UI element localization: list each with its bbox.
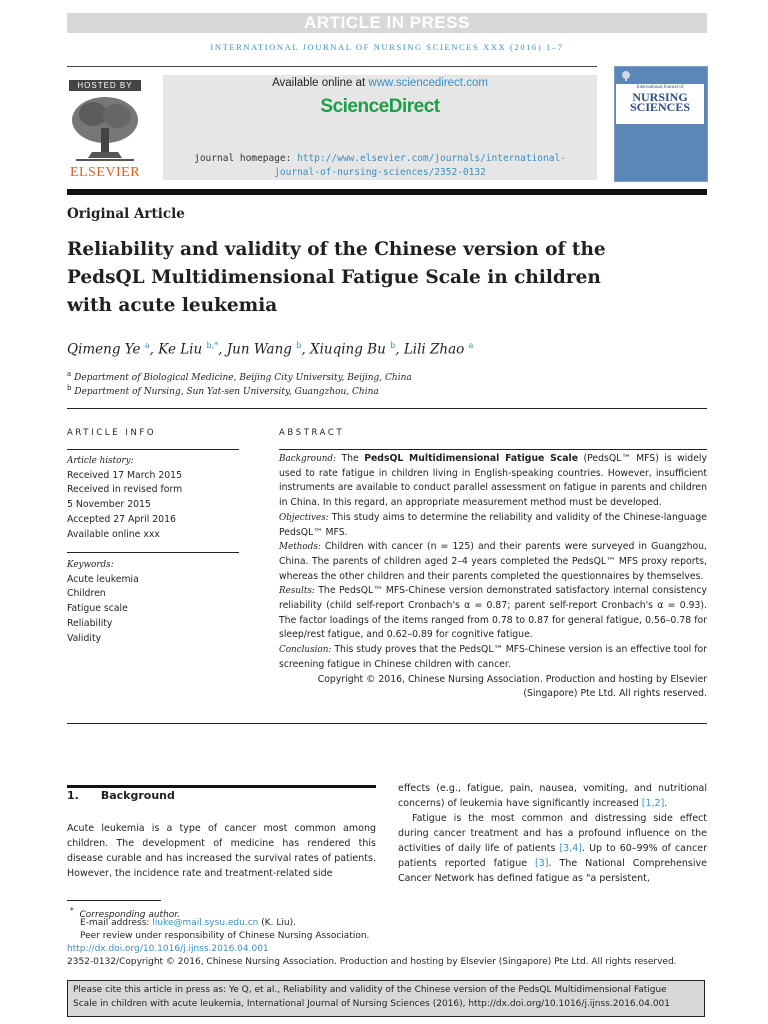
article-info-heading: ARTICLE INFO: [67, 428, 157, 438]
affiliation-mark: b: [67, 384, 72, 392]
history-item: Received 17 March 2015: [67, 469, 182, 481]
affiliation-a: [67, 370, 412, 383]
available-prefix: Available online at: [272, 77, 369, 89]
keywords-divider: [67, 552, 239, 553]
cover-line-2: SCIENCES: [629, 100, 691, 114]
citation-line: Please cite this article in press as: Ye Q, et al., Reliability and validity of the Chinese version of the PedsQL Multidimensional Fatigue: [73, 985, 667, 995]
keyword: Acute leukemia: [67, 573, 139, 585]
email-label: E-mail address:: [80, 918, 153, 928]
citation-link[interactable]: [1,2]: [641, 798, 665, 809]
author: Xiuqing Bu: [309, 341, 386, 358]
copyright-line: Copyright © 2016, Chinese Nursing Association. Production and hosting by Elsevier: [317, 673, 707, 685]
cover-elsevier-icon: [620, 70, 632, 82]
cover-line-1: NURSING: [632, 90, 688, 104]
elsevier-wordmark: ELSEVIER: [69, 165, 141, 180]
abstract-conclusion: [279, 643, 707, 672]
author-list: [67, 341, 473, 358]
email-note: [80, 917, 296, 930]
corresponding-author-label: Corresponding author.: [79, 910, 181, 920]
divider-above-info: [67, 408, 707, 409]
footnote-rule: [67, 900, 161, 901]
body-text: Fatigue is the most common and distressing side effect during cancer treatment and has a profound influence on the activities of daily life of patients: [398, 813, 707, 854]
issn-copyright: 2352-0132/Copyright © 2016, Chinese Nursing Association. Production and hosting by Elsevier (Singapore) Pte Ltd. All rights reserved.: [67, 957, 677, 967]
author: Qimeng Ye: [67, 341, 141, 358]
info-divider: [67, 449, 239, 450]
abstract-label: Methods:: [279, 542, 321, 553]
section-heading: [67, 789, 175, 802]
section-title: Background: [100, 789, 175, 802]
affiliation-b: [67, 384, 379, 397]
elsevier-tree-logo-icon: [68, 94, 142, 164]
author-affiliation-mark[interactable]: b: [390, 341, 396, 350]
peer-review-note: Peer review under responsibility of Chinese Nursing Association.: [80, 931, 370, 941]
abstract-label: Results:: [279, 586, 315, 597]
abstract-bold: PedsQL Multidimensional Fatigue Scale: [364, 453, 579, 464]
hosted-by-label: HOSTED BY: [69, 80, 141, 91]
keyword: Children: [67, 588, 106, 600]
history-label: Article history:: [67, 456, 134, 466]
author: Ke Liu: [158, 341, 203, 358]
article-type: Original Article: [67, 206, 185, 222]
history-item: Received in revised form: [67, 484, 183, 496]
history-item: Accepted 27 April 2016: [67, 513, 176, 525]
author: Jun Wang: [226, 341, 292, 358]
sciencedirect-link[interactable]: www.sciencedirect.com: [368, 77, 488, 89]
cover-small-text: International Journal of: [636, 85, 684, 90]
abstract-heading: ABSTRACT: [279, 428, 345, 438]
history-item: Available online xxx: [67, 528, 160, 540]
keyword: Reliability: [67, 617, 113, 629]
author: Lili Zhao: [403, 341, 465, 358]
affiliation-mark: a: [67, 370, 72, 378]
sciencedirect-logo: ScienceDirect: [320, 96, 440, 117]
citation-link[interactable]: [3]: [535, 858, 549, 869]
section-number: 1.: [67, 789, 79, 802]
citation-box: [67, 980, 705, 1017]
abstract-methods: [279, 540, 707, 584]
body-text: . Up to 60–99% of cancer patients reported fatigue: [398, 843, 707, 869]
journal-running-head: INTERNATIONAL JOURNAL OF NURSING SCIENCES XXX (2016) 1–7: [210, 42, 564, 52]
doi-link[interactable]: http://dx.doi.org/10.1016/j.ijnss.2016.04.001: [67, 944, 269, 954]
body-left-column: Acute leukemia is a type of cancer most common among children. The development of medicine has rendered this disease curable and has increased the survival rates of patients. However, the incidence rate and treatment-related side: [67, 823, 376, 879]
title-line-3: with acute leukemia: [67, 295, 278, 316]
journal-cover-title: [616, 84, 704, 124]
keyword: Validity: [67, 632, 102, 644]
author-separator: ,: [395, 341, 404, 358]
author-separator: ,: [218, 341, 227, 358]
body-right-column: [398, 781, 707, 886]
article-in-press-banner: ARTICLE IN PRESS: [67, 13, 707, 33]
abstract-label: Objectives:: [279, 512, 329, 523]
article-title: [67, 236, 707, 320]
abstract-label: Conclusion:: [279, 645, 332, 656]
keyword: Fatigue scale: [67, 603, 128, 615]
abstract-results: [279, 584, 707, 643]
history-item: 5 November 2015: [67, 499, 151, 511]
divider-below-abstract: [67, 723, 707, 724]
copyright-line: (Singapore) Pte Ltd. All rights reserved.: [523, 688, 707, 700]
abstract-copyright: [279, 673, 707, 702]
journal-homepage: [175, 152, 585, 180]
doi-link-wrap: [67, 943, 269, 956]
abstract-text: Children with cancer (n = 125) and their parents were surveyed in Guangzhou, China. The parents of children aged 2–4 years completed the PedsQL™ MFS proxy reports, whereas the other children and their parents completed the questionnaires by themselves.: [279, 541, 707, 582]
homepage-label: journal homepage:: [194, 153, 298, 164]
abstract-text: This study proves that the PedsQL™ MFS-Chinese version is an effective tool for screening fatigue in Chinese children with cancer.: [279, 644, 707, 670]
homepage-link-part-1[interactable]: http://www.elsevier.com/journals/international-: [297, 153, 566, 164]
abstract-body: [279, 452, 707, 702]
affiliation-text: Department of Nursing, Sun Yat-sen University, Guangzhou, China: [74, 387, 379, 397]
author-affiliation-mark[interactable]: b,*: [206, 341, 219, 350]
body-text: . The National Comprehensive Cancer Network has defined fatigue as "a persistent,: [398, 858, 707, 884]
abstract-divider: [279, 449, 707, 450]
affiliation-text: Department of Biological Medicine, Beijing City University, Beijing, China: [74, 373, 412, 383]
header-thick-rule: [67, 189, 707, 195]
title-line-2: PedsQL Multidimensional Fatigue Scale in children: [67, 267, 601, 288]
author-affiliation-mark[interactable]: b: [296, 341, 302, 350]
author-separator: ,: [149, 341, 159, 358]
abstract-objectives: [279, 511, 707, 540]
section-rule: [67, 785, 376, 788]
abstract-text: This study aims to determine the reliability and validity of the Chinese-language PedsQL™ MFS.: [279, 511, 707, 538]
author-affiliation-mark[interactable]: a: [144, 341, 150, 350]
header-divider: [67, 66, 597, 67]
body-text: .: [664, 798, 668, 809]
abstract-label: Background:: [279, 454, 337, 464]
body-text: effects (e.g., fatigue, pain, nausea, vomiting, and nutritional concerns) of leukemia have significantly increased: [398, 783, 707, 809]
homepage-link-part-2[interactable]: journal-of-nursing-sciences/2352-0132: [274, 167, 486, 178]
citation-line: Scale in children with acute leukemia, International Journal of Nursing Sciences (2016), http://dx.doi.org/10.1016/j.ijnss.2016.04.001: [73, 999, 671, 1009]
article-history: [67, 454, 182, 542]
keywords: [67, 558, 139, 646]
abstract-text: (PedsQL™ MFS) is widely used to rate fatigue in children living in English-speaking countries. However, insufficient instruments are available to conduct parallel assessment on fatigue in parents and children in China. In this regard, an appropriate measurement method must be developed.: [279, 453, 707, 509]
email-link[interactable]: liuke@mail.sysu.edu.cn: [152, 918, 259, 928]
abstract-text: The PedsQL™ MFS-Chinese version demonstrated satisfactory internal consistency reliability (child self-report Cronbach's α = 0.87; parent self-report Cronbach's α = 0.93). The factor loadings of the items ranged from 0.78 to 0.87 for general fatigue, 0.56–0.78 for sleep/rest fatigue, and 0.62–0.89 for cognitive fatigue.: [279, 585, 707, 641]
citation-link[interactable]: [3,4]: [559, 843, 582, 854]
footnote-mark: *: [70, 906, 74, 915]
email-suffix: (K. Liu).: [258, 918, 296, 928]
author-affiliation-mark[interactable]: a: [468, 341, 474, 350]
available-online: [163, 77, 597, 89]
abstract-background: [279, 452, 707, 511]
title-line-1: Reliability and validity of the Chinese version of the: [67, 239, 606, 260]
keywords-label: Keywords:: [67, 560, 114, 570]
abstract-text: The: [336, 453, 365, 464]
author-separator: ,: [301, 341, 310, 358]
